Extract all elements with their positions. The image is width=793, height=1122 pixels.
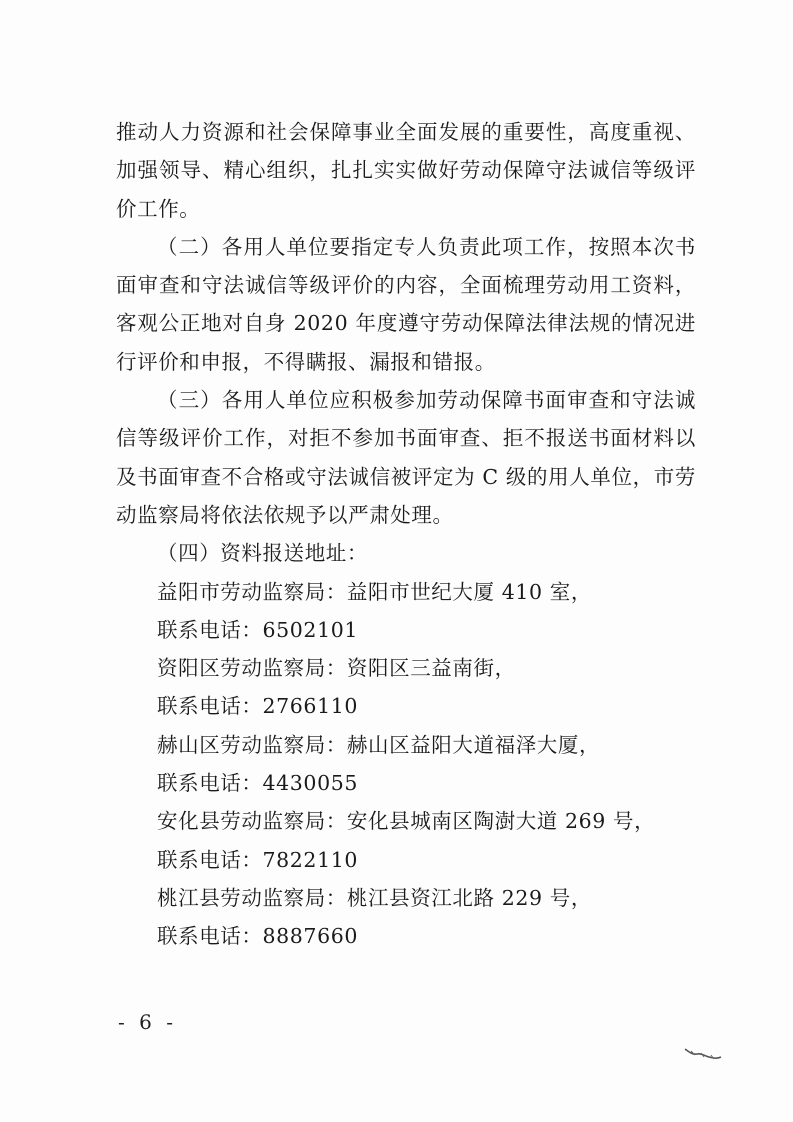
address-line: 安化县劳动监察局：安化县城南区陶澍大道 269 号， [157,809,656,834]
page-number: - 6 - [118,1010,177,1034]
paragraph-item-4: （四）资料报送地址： [157,541,368,566]
paragraph-continuation: 推动人力资源和社会保障事业全面发展的重要性，高度重视、加强领导、精心组织，扎扎实实做好劳动保障守法诚信等级评价工作。 [116,120,696,221]
phone-line: 联系电话：6502101 [157,617,358,642]
address-line: 资阳区劳动监察局：资阳区三益南街， [157,656,516,681]
phone-line: 联系电话：7822110 [157,847,358,872]
phone-line: 联系电话：8887660 [157,924,358,949]
address-line: 益阳市劳动监察局：益阳市世纪大厦 410 室， [157,579,592,604]
document-body [116,113,696,956]
phone-line: 联系电话：2766110 [157,694,358,719]
address-line: 桃江县劳动监察局：桃江县资江北路 229 号， [157,885,592,910]
address-line: 赫山区劳动监察局：赫山区益阳大道福泽大厦， [157,732,601,757]
paragraph-item-2: （二）各用人单位要指定专人负责此项工作，按照本次书面审查和守法诚信等级评价的内容，全面梳理劳动用工资料，客观公正地对自身 2020 年度遵守劳动保障法律法规的情况进行评价和申报，不得瞒报、漏报和错报。 [116,234,696,374]
phone-line: 联系电话：4430055 [157,771,358,796]
pen-mark-icon [683,1043,723,1063]
paragraph-item-3: （三）各用人单位应积极参加劳动保障书面审查和守法诚信等级评价工作，对拒不参加书面审查、拒不报送书面材料以及书面审查不合格或守法诚信被评定为 C 级的用人单位，市劳动监察局将依法依规予以严肃处理。 [116,388,696,527]
